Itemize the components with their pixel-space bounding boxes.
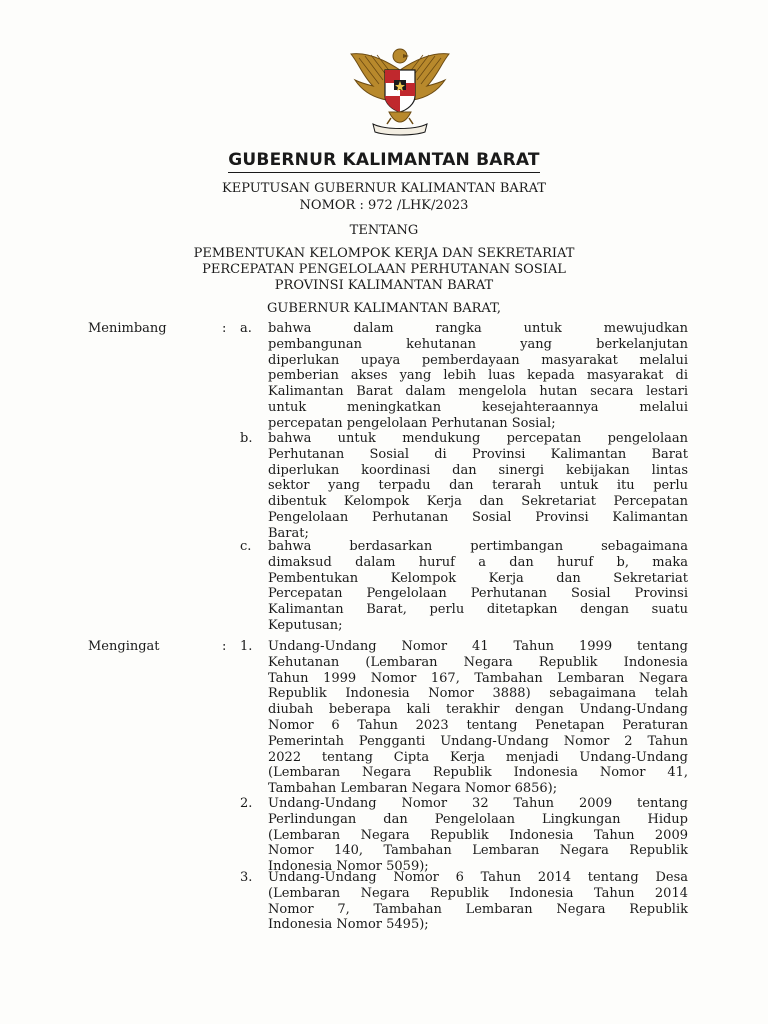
text-line: Nomor 140, Tambahan Lembaran Negara Republik (268, 843, 688, 859)
text-line: Tahun 1999 Nomor 167, Tambahan Lembaran Negara (268, 670, 688, 686)
subject-line-1: PEMBENTUKAN KELOMPOK KERJA DAN SEKRETARIAT (193, 246, 575, 261)
text-line: Perhutanan Sosial di Provinsi Kalimantan Barat (268, 446, 688, 462)
text-line: Nomor 7, Tambahan Lembaran Negara Republik (268, 901, 688, 917)
menimbang-item-mark: b. (240, 431, 253, 446)
menimbang-item-mark: a. (240, 321, 252, 336)
menimbang-item-c (268, 539, 688, 634)
governor-title (0, 150, 768, 170)
text-line: diperlukan koordinasi dan sinergi kebijakan lintas (268, 462, 688, 478)
text-line: Indonesia Nomor 5495); (268, 917, 429, 933)
mengingat-label: Mengingat (88, 639, 160, 654)
text-line: Percepatan Pengelolaan Perhutanan Sosial Provinsi (268, 586, 688, 602)
mengingat-item-mark: 3. (240, 870, 253, 885)
text-line: sektor yang terpadu dan terarah untuk itu perlu (268, 478, 688, 494)
text-line: Keputusan; (268, 617, 343, 633)
mengingat-item-3 (268, 870, 688, 933)
text-line: Undang-Undang Nomor 32 Tahun 2009 tentang (268, 796, 688, 811)
text-line: Kalimantan Barat, perlu ditetapkan dengan suatu (268, 602, 688, 618)
text-line: Pengelolaan Perhutanan Sosial Provinsi Kalimantan (268, 509, 688, 525)
text-line: 2022 tentang Cipta Kerja menjadi Undang-Undang (268, 749, 688, 765)
decree-title: KEPUTUSAN GUBERNUR KALIMANTAN BARAT (222, 181, 546, 196)
text-line: dimaksud dalam huruf a dan huruf b, maka (268, 554, 688, 570)
menimbang-label: Menimbang (88, 321, 167, 336)
mengingat-item-mark: 1. (240, 639, 253, 654)
text-line: Nomor 6 Tahun 2023 tentang Penetapan Peraturan (268, 717, 688, 733)
about-heading: TENTANG (349, 223, 419, 238)
text-line: (Lembaran Negara Republik Indonesia Nomor 41, (268, 765, 688, 781)
text-line: bahwa berdasarkan pertimbangan sebagaimana (268, 539, 688, 554)
garuda-emblem-icon (345, 40, 455, 136)
text-line: Indonesia Nomor 5059); (268, 859, 429, 875)
text-line: Pembentukan Kelompok Kerja dan Sekretariat (268, 570, 688, 586)
subject-line-3: PROVINSI KALIMANTAN BARAT (274, 278, 494, 293)
subject-line-2: PERCEPATAN PENGELOLAAN PERHUTANAN SOSIAL (202, 262, 566, 277)
text-line: untuk meningkatkan kesejahteraannya melalui (268, 399, 688, 415)
text-line: diperlukan upaya pemberdayaan masyarakat melalui (268, 352, 688, 368)
text-line: Kehutanan (Lembaran Negara Republik Indonesia (268, 654, 688, 670)
mengingat-item-2 (268, 796, 688, 875)
text-line: pemberian akses yang lebih luas kepada masyarakat di (268, 368, 688, 384)
issuer-heading: GUBERNUR KALIMANTAN BARAT, (267, 301, 501, 316)
text-line: bahwa dalam rangka untuk mewujudkan (268, 321, 688, 336)
text-line: Undang-Undang Nomor 41 Tahun 1999 tentang (268, 639, 688, 654)
text-line: pembangunan kehutanan yang berkelanjutan (268, 336, 688, 352)
text-line: Pemerintah Pengganti Undang-Undang Nomor 2 Tahun (268, 733, 688, 749)
text-line: Undang-Undang Nomor 6 Tahun 2014 tentang Desa (268, 870, 688, 885)
menimbang-item-a (268, 321, 688, 432)
menimbang-item-mark: c. (240, 539, 252, 554)
text-line: Tambahan Lembaran Negara Nomor 6856); (268, 781, 558, 797)
menimbang-item-b (268, 431, 688, 542)
decree-number: NOMOR : 972 /LHK/2023 (299, 198, 469, 213)
text-line: bahwa untuk mendukung percepatan pengelolaan (268, 431, 688, 446)
menimbang-colon: : (222, 321, 227, 336)
text-line: Barat; (268, 525, 309, 541)
text-line: Republik Indonesia Nomor 3888) sebagaimana telah (268, 686, 688, 702)
text-line: Kalimantan Barat dalam mengelola hutan secara lestari (268, 384, 688, 400)
text-line: (Lembaran Negara Republik Indonesia Tahun 2009 (268, 827, 688, 843)
text-line: (Lembaran Negara Republik Indonesia Tahun 2014 (268, 885, 688, 901)
mengingat-item-mark: 2. (240, 796, 253, 811)
mengingat-item-1 (268, 639, 688, 797)
text-line: percepatan pengelolaan Perhutanan Sosial; (268, 415, 556, 431)
mengingat-colon: : (222, 639, 227, 654)
text-line: Perlindungan dan Pengelolaan Lingkungan Hidup (268, 811, 688, 827)
governor-title-text: GUBERNUR KALIMANTAN BARAT (228, 150, 539, 173)
text-line: dibentuk Kelompok Kerja dan Sekretariat Percepatan (268, 494, 688, 510)
text-line: diubah beberapa kali terakhir dengan Undang-Undang (268, 702, 688, 718)
